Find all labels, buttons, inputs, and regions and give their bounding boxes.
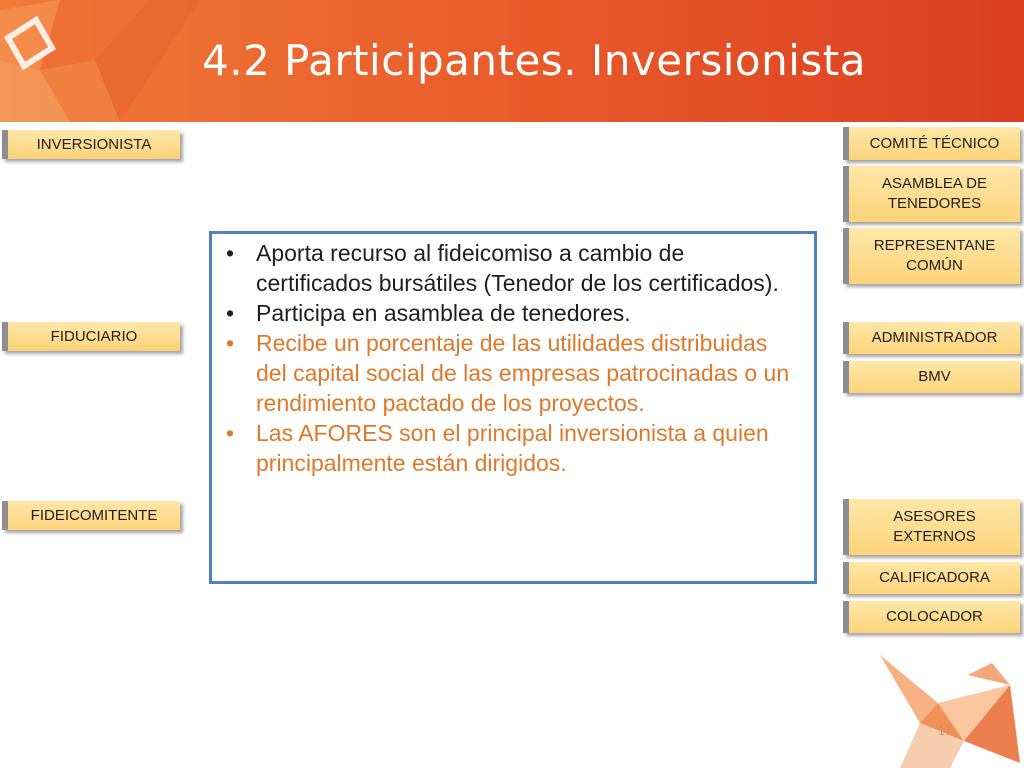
tag-label: FIDUCIARIO (50, 327, 138, 345)
bullet-text: Recibe un porcentaje de las utilidades distribuidas del capital social de las empresas patrocinadas o un rendimiento pactado de los proyectos. (256, 330, 790, 416)
tag-label: INVERSIONISTA (36, 135, 152, 153)
tag-asesores-externos (843, 499, 1020, 555)
header-banner (0, 0, 1024, 122)
tag-label-line-1: REPRESENTANE (873, 237, 996, 254)
bullet-item (224, 298, 800, 328)
bullet-text: Participa en asamblea de tenedores. (256, 300, 631, 326)
tag-label: COLOCADOR (886, 608, 983, 625)
tag-administrador (843, 322, 1020, 354)
content-box (209, 231, 817, 584)
tag-representane-comun (843, 228, 1020, 284)
tag-label-line-1: ASESORES (893, 508, 976, 525)
bullet-list (224, 238, 800, 478)
tag-label: COMITÉ TÉCNICO (869, 134, 1000, 152)
tag-label: BMV (918, 368, 951, 385)
header-geometric-logo-icon (0, 0, 220, 122)
tag-calificadora (843, 562, 1020, 594)
tag-fideicomitente (2, 501, 180, 530)
bullet-item-highlight (224, 328, 800, 418)
tag-inversionista (2, 130, 180, 159)
tag-label: CALIFICADORA (879, 569, 990, 586)
tag-fiduciario (2, 322, 180, 351)
tag-label: ADMINISTRADOR (871, 329, 998, 346)
tag-label-line-2: COMÚN (906, 257, 963, 274)
tag-comite-tecnico (843, 127, 1020, 160)
tag-label-line-2: TENEDORES (887, 195, 982, 212)
tag-label-line-1: ASAMBLEA DE (881, 175, 988, 192)
tag-label-line-2: EXTERNOS (893, 528, 976, 545)
bullet-text: Aporta recurso al fideicomiso a cambio de certificados bursátiles (Tenedor de los certificados). (256, 240, 779, 296)
bullet-item-highlight (224, 418, 800, 478)
tag-bmv (843, 361, 1020, 393)
tag-colocador (843, 601, 1020, 633)
slide-title: 4.2 Participantes. Inversionista (202, 36, 866, 85)
bullet-item (224, 238, 800, 298)
tag-label: FIDEICOMITENTE (30, 506, 158, 524)
page-number: 17 (938, 724, 952, 738)
origami-bird-decoration-icon (860, 645, 1024, 768)
bullet-text: Las AFORES son el principal inversionista a quien principalmente están dirigidos. (256, 420, 769, 476)
tag-asamblea-de-tenedores (843, 166, 1020, 222)
